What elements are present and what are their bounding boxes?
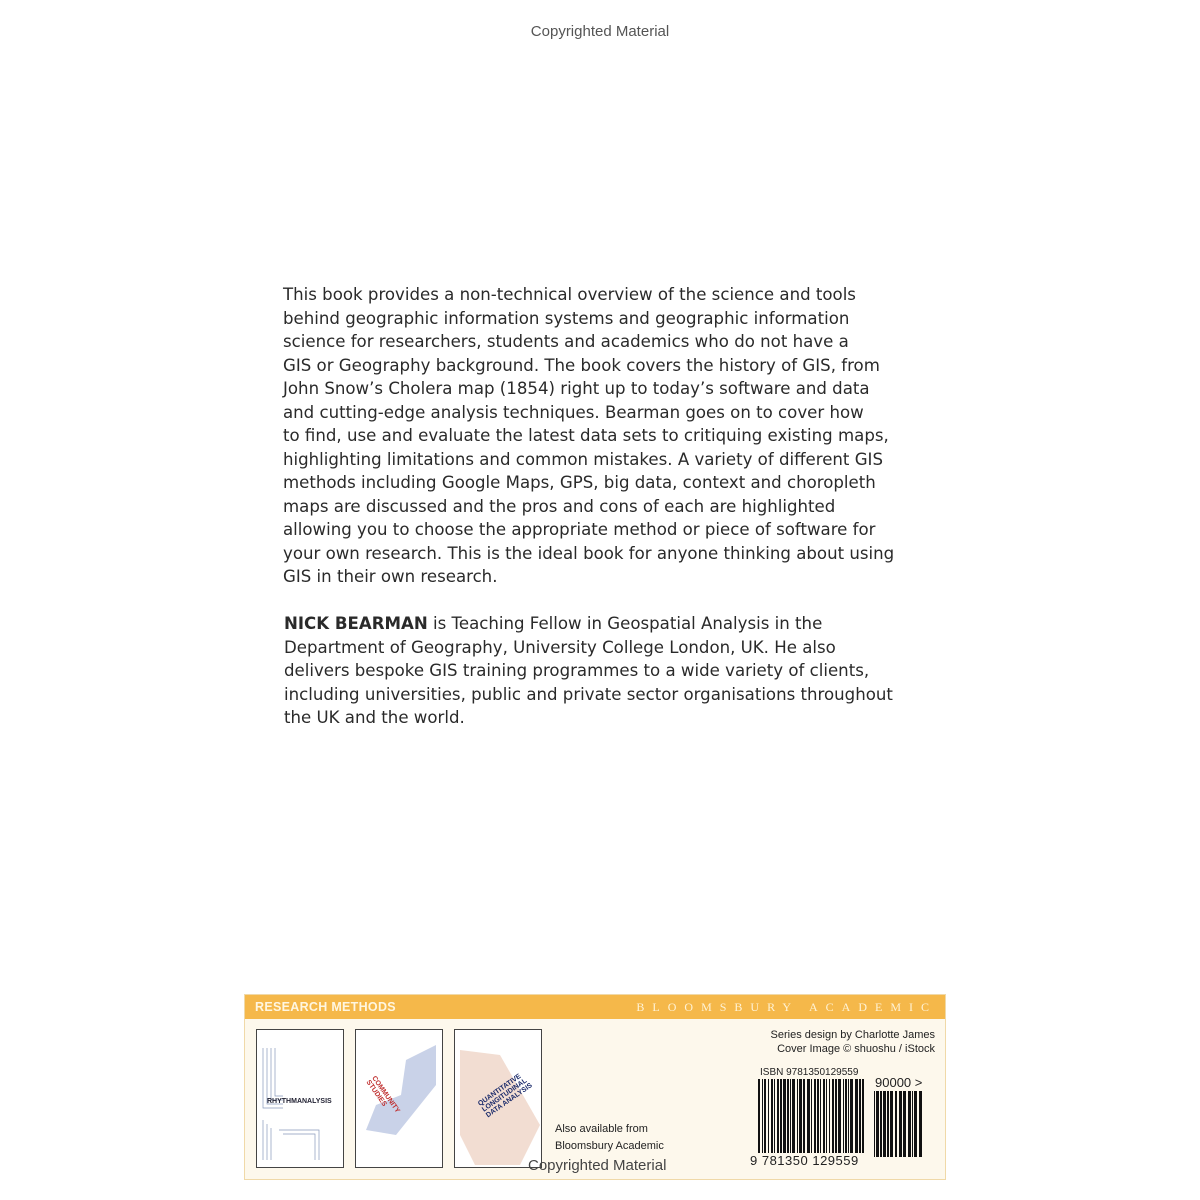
cover-image-credit: Cover Image © shuoshu / iStock bbox=[777, 1043, 935, 1055]
also-line: Bloomsbury Academic bbox=[555, 1140, 664, 1152]
description-line: behind geographic information systems and geographic information bbox=[283, 308, 850, 328]
description-line: John Snow’s Cholera map (1854) right up to today’s software and data bbox=[283, 379, 870, 398]
series-banner bbox=[244, 994, 946, 1180]
series-name: RESEARCH METHODS bbox=[255, 1000, 396, 1014]
description-line: GIS or Geography background. The book covers the history of GIS, from bbox=[283, 355, 880, 375]
isbn-label: ISBN 9781350129559 bbox=[760, 1067, 859, 1078]
bio-line: Department of Geography, University College London, UK. He also bbox=[284, 637, 836, 657]
description-line: and cutting-edge analysis techniques. Bearman goes on to cover how bbox=[283, 402, 864, 422]
related-book-cover bbox=[454, 1029, 542, 1168]
author-name: NICK BEARMAN bbox=[284, 614, 428, 633]
banner-header bbox=[245, 995, 945, 1019]
related-book-cover bbox=[256, 1029, 344, 1168]
description-line: science for researchers, students and academics who do not have a bbox=[283, 332, 849, 351]
design-credits bbox=[771, 1028, 935, 1056]
series-design-credit: Series design by Charlotte James bbox=[770, 1029, 935, 1041]
description-line: to find, use and evaluate the latest data sets to critiquing existing maps, bbox=[283, 426, 889, 445]
description-line: maps are discussed and the pros and cons of each are highlighted bbox=[283, 496, 836, 516]
barcode-icon bbox=[757, 1079, 865, 1157]
book-description bbox=[283, 283, 923, 589]
description-line: allowing you to choose the appropriate method or piece of software for bbox=[283, 520, 876, 539]
bio-line: including universities, public and private sector organisations throughout bbox=[284, 684, 893, 704]
copyright-watermark-top: Copyrighted Material bbox=[530, 23, 670, 40]
cover-title: COMMUNITY STUDIES bbox=[364, 1075, 401, 1115]
bio-line: delivers bespoke GIS training programmes to a wide variety of clients, bbox=[284, 661, 870, 680]
also-line: Also available from bbox=[555, 1123, 648, 1135]
cover-title: QUANTITATIVE LONGITUDINAL DATA ANALYSIS bbox=[477, 1072, 534, 1120]
description-line: your own research. This is the ideal book for anyone thinking about using bbox=[283, 543, 895, 563]
price-code: 90000 > bbox=[875, 1075, 923, 1090]
description-line: methods including Google Maps, GPS, big data, context and choropleth bbox=[283, 473, 876, 492]
bio-line: the UK and the world. bbox=[284, 708, 465, 727]
price-barcode-icon bbox=[873, 1091, 923, 1159]
publisher-name: BLOOMSBURY ACADEMIC bbox=[636, 999, 937, 1014]
description-line: This book provides a non-technical overview of the science and tools bbox=[283, 285, 856, 304]
related-book-cover bbox=[355, 1029, 443, 1168]
also-available-text bbox=[555, 1121, 664, 1155]
author-bio bbox=[284, 612, 924, 730]
description-line: GIS in their own research. bbox=[283, 567, 498, 586]
cover-pattern-icon bbox=[356, 1030, 443, 1168]
barcode-number: 9 781350 129559 bbox=[750, 1153, 859, 1168]
cover-title: RHYTHMANALYSIS bbox=[267, 1098, 332, 1105]
description-line: highlighting limitations and common mistakes. A variety of different GIS bbox=[283, 449, 883, 469]
copyright-watermark-bottom: Copyrighted Material bbox=[528, 1157, 667, 1174]
bio-line: is Teaching Fellow in Geospatial Analysis in the bbox=[427, 614, 823, 633]
